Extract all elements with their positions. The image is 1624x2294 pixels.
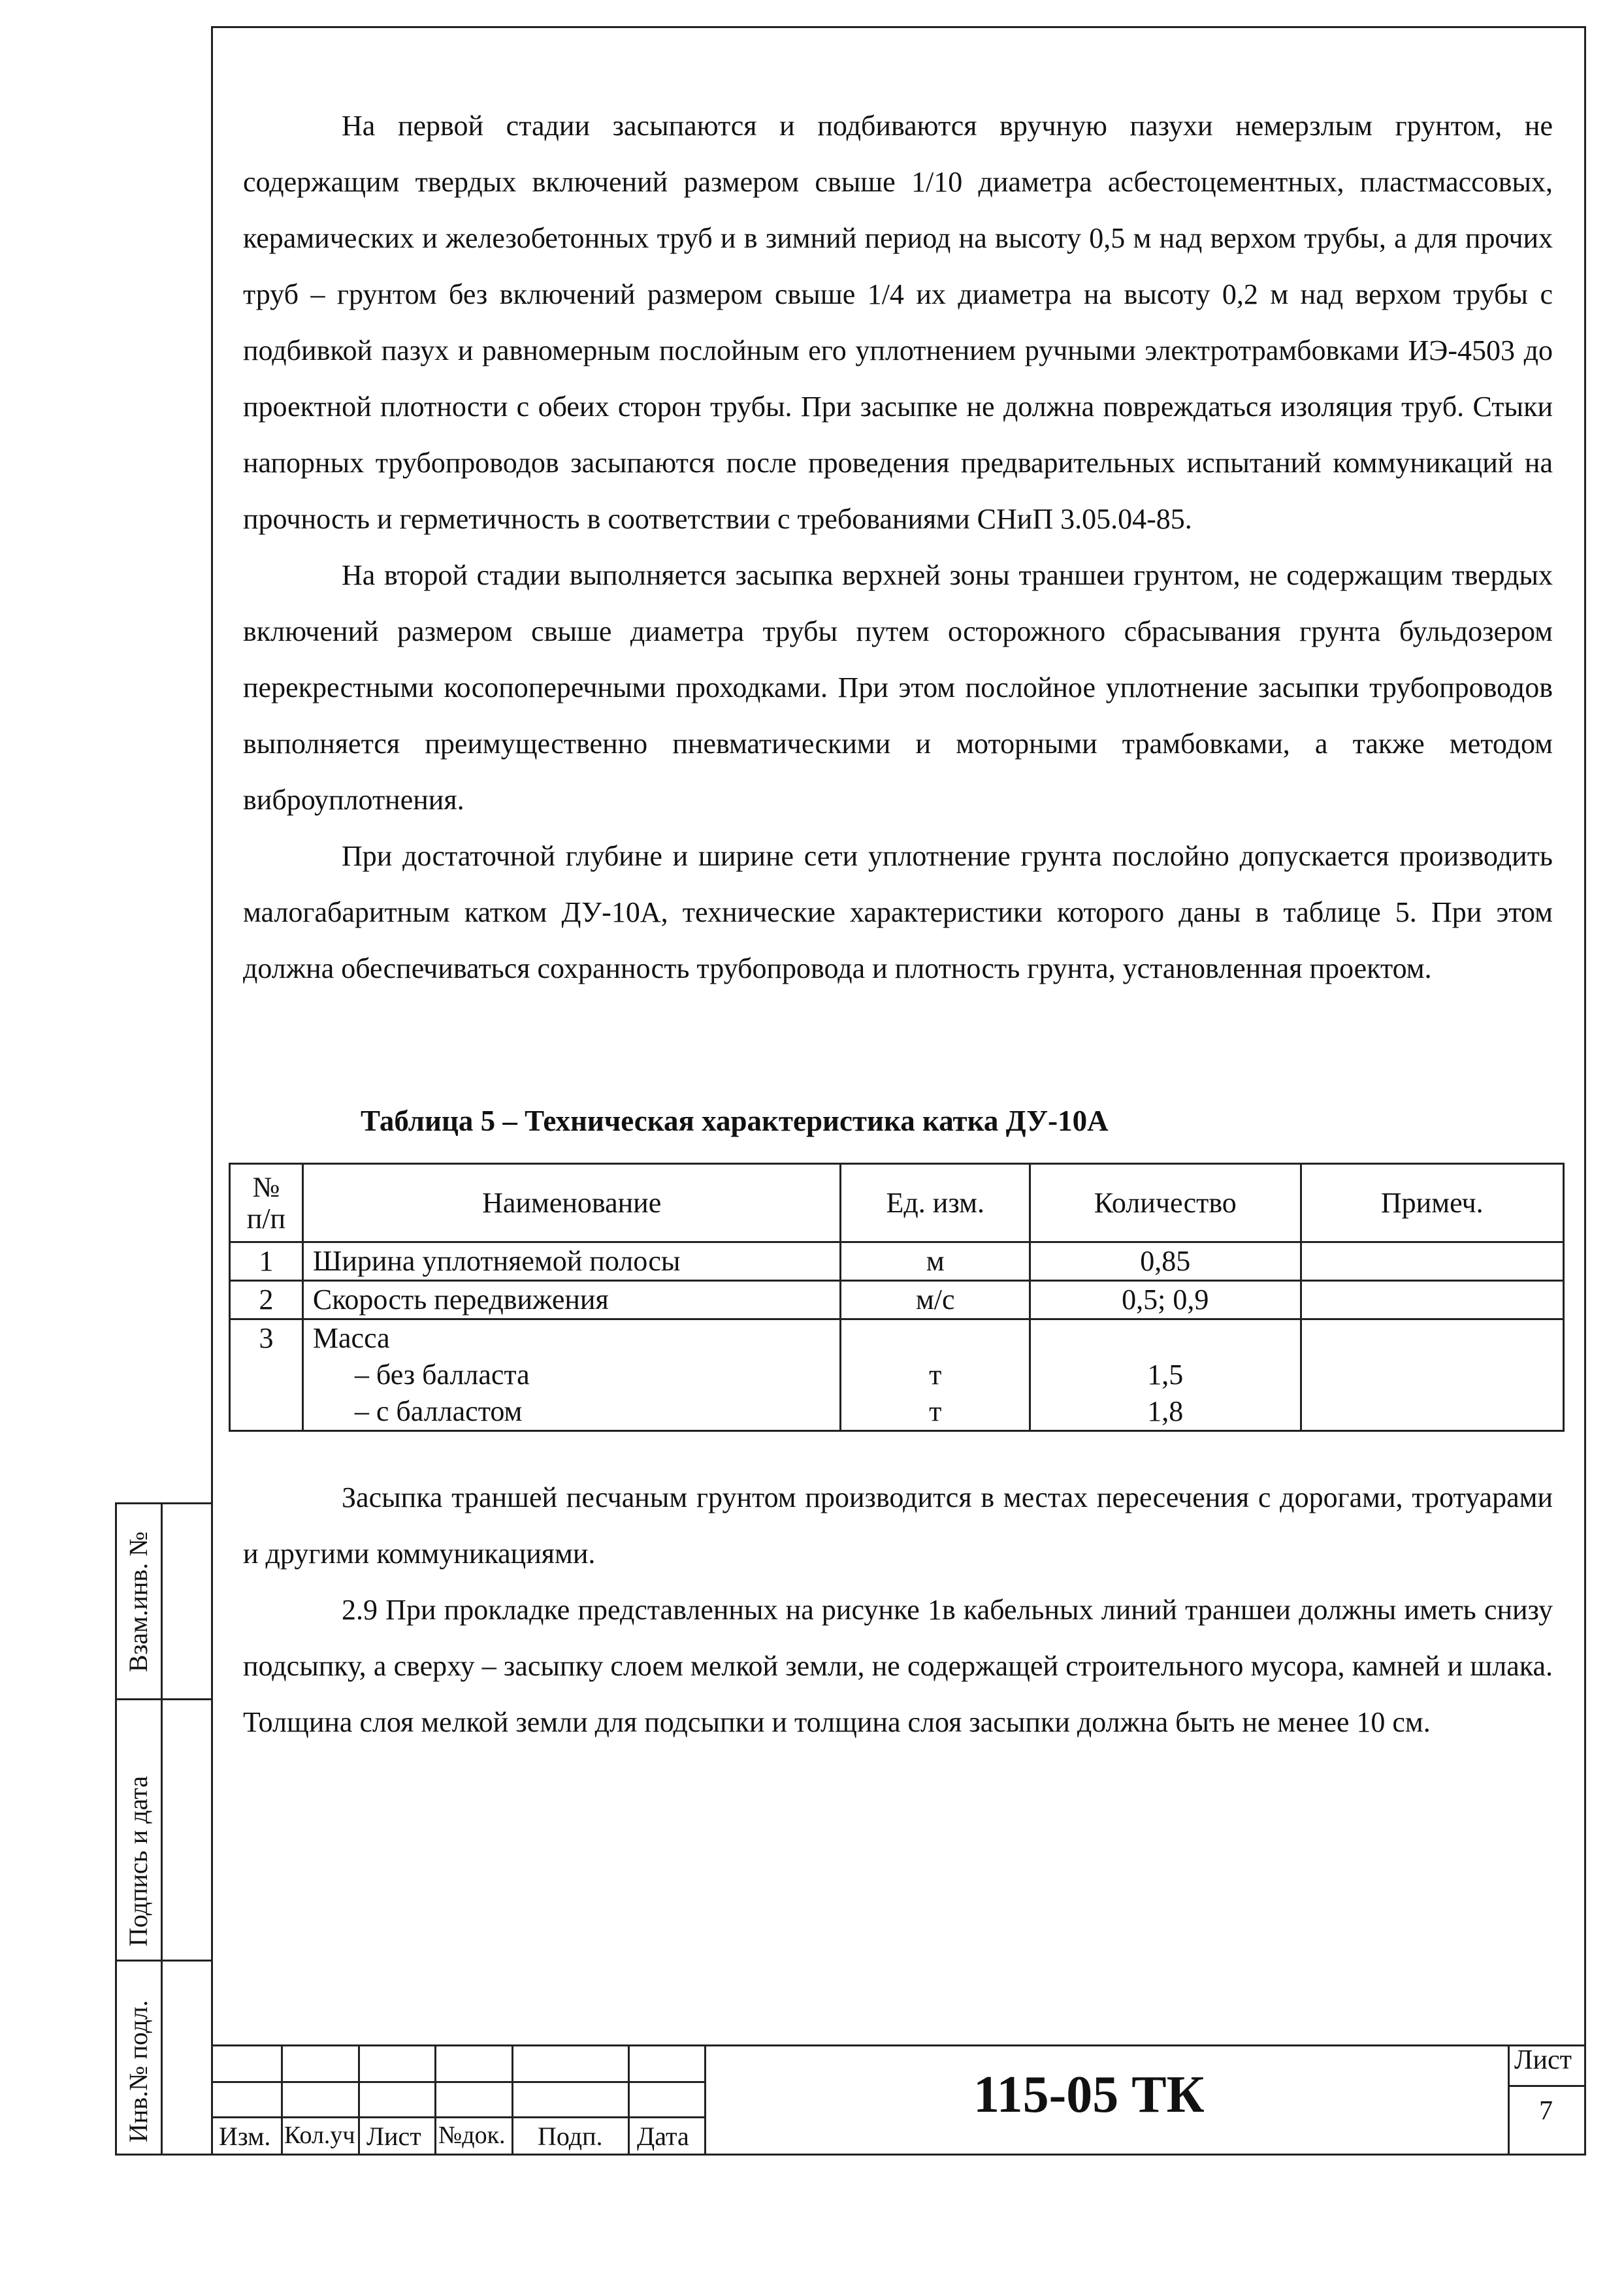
cell-qty [1030, 1319, 1301, 1431]
cell-num: 1 [230, 1242, 303, 1281]
cell-unit: м [841, 1242, 1030, 1281]
body-text-bottom [243, 1470, 1553, 1751]
cell-unit [841, 1319, 1030, 1431]
header-cell-unit: Ед. изм. [841, 1164, 1030, 1242]
cell-note [1301, 1242, 1563, 1281]
table-caption: Таблица 5 – Техническая характеристика катка ДУ-10А [361, 1105, 1109, 1137]
sheet-label: Лист [1514, 2045, 1572, 2075]
title-block-row-line [211, 2081, 704, 2083]
cell-name-line: Масса [312, 1322, 390, 1354]
header-cell-name: Наименование [302, 1164, 841, 1242]
cell-num-line: 3 [259, 1322, 274, 1354]
col-label-doc: №док. [438, 2122, 506, 2149]
cell-name-line: – с балластом [354, 1395, 523, 1427]
title-block-col-line [358, 2044, 360, 2156]
col-label-change: Изм. [219, 2122, 271, 2151]
title-block-col-line [628, 2044, 630, 2156]
stamp-replacement-inv: Взам.инв. № [123, 1531, 153, 1672]
title-block-row-line [1508, 2085, 1586, 2087]
table-row [230, 1281, 1564, 1319]
cell-name-line: – без балласта [354, 1359, 530, 1391]
header-cell-qty: Количество [1030, 1164, 1301, 1242]
cell-note [1301, 1281, 1563, 1319]
cell-qty-line: 1,5 [1147, 1359, 1184, 1391]
table-row-group [230, 1319, 1564, 1431]
cell-num: 2 [230, 1281, 303, 1319]
side-stamp-divider [115, 1960, 213, 1962]
side-stamp-divider [161, 1502, 163, 2156]
header-cell-num: № п/п [230, 1164, 303, 1242]
title-block-row-line [211, 2116, 704, 2118]
paragraph: На первой стадии засыпаются и подбиваются вручную пазухи немерзлым грунтом, не содержащим твердых включений размером свыше 1/10 диаметра асбестоцементных, пластмассовых, керамических и железобетонных труб и в зимний период на высоту 0,5 м над верхом трубы, а для прочих труб – грунтом без включений размером свыше 1/4 их диаметра на высоту 0,2 м над верхом трубы с подбивкой пазух и равномерным послойным его уплотнением ручными электротрамбовками ИЭ-4503 до проектной плотности с обеих сторон трубы. При засыпке не должна повреждаться изоляция труб. Стыки напорных трубопроводов засыпаются после проведения предварительных испытаний коммуникаций на прочность и герметичность в соответствии с требованиями СНиП 3.05.04-85. [243, 110, 1553, 535]
cell-name [302, 1319, 841, 1431]
cell-name: Ширина уплотняемой полосы [302, 1242, 841, 1281]
cell-note [1301, 1319, 1563, 1431]
stamp-inv-original: Инв.№ подл. [123, 2000, 153, 2142]
paragraph: Засыпка траншей песчаным грунтом производится в местах пересечения с дорогами, тротуарами и другими коммуникациями. [243, 1481, 1553, 1570]
paragraph: 2.9 При прокладке представленных на рисунке 1в кабельных линий траншеи должны иметь снизу подсыпку, а сверху – засыпку слоем мелкой земли, не содержащей строительного мусора, камней и шлака. Толщина слоя мелкой земли для подсыпки и толщина слоя засыпки должна быть не менее 10 см. [243, 1594, 1553, 1738]
title-block-col-line [512, 2044, 513, 2156]
cell-qty: 0,85 [1030, 1242, 1301, 1281]
body-text-top [243, 98, 1553, 997]
title-block-top-line [211, 2044, 1586, 2046]
title-block-col-line [1508, 2044, 1510, 2156]
cell-num [230, 1319, 303, 1431]
cell-qty-line [1040, 1320, 1291, 1357]
sheet-number: 7 [1539, 2096, 1553, 2126]
title-block [211, 2044, 1586, 2156]
document-code: 115-05 ТК [973, 2066, 1205, 2124]
table-header-row [230, 1164, 1564, 1242]
cell-unit: м/с [841, 1281, 1030, 1319]
cell-qty: 0,5; 0,9 [1030, 1281, 1301, 1319]
cell-unit-line: т [929, 1395, 942, 1427]
paragraph: На второй стадии выполняется засыпка верхней зоны траншеи грунтом, не содержащим твердых включений размером свыше диаметра трубы путем осторожного сбрасывания грунта бульдозером перекрестными косопоперечными проходками. При этом послойное уплотнение засыпки трубопроводов выполняется преимущественно пневматическими и моторными трамбовками, а также методом виброуплотнения. [243, 559, 1553, 816]
header-cell-note: Примеч. [1301, 1164, 1563, 1242]
table-row [230, 1242, 1564, 1281]
title-block-col-line [434, 2044, 436, 2156]
stamp-signature-date: Подпись и дата [123, 1775, 153, 1947]
cell-qty-line: 1,8 [1147, 1395, 1184, 1427]
cell-unit-line: т [929, 1359, 942, 1391]
col-label-sign: Подп. [538, 2122, 603, 2151]
col-label-count: Кол.уч [284, 2122, 355, 2149]
side-stamp [115, 1502, 213, 2156]
cell-name: Скорость передвижения [302, 1281, 841, 1319]
col-label-sheet: Лист [366, 2122, 421, 2151]
paragraph: При достаточной глубине и ширине сети уплотнение грунта послойно допускается производить малогабаритным катком ДУ-10А, технические характеристики которого даны в таблице 5. При этом должна обеспечиваться сохранность трубопровода и плотность грунта, установленная проектом. [243, 840, 1553, 984]
title-block-col-line [281, 2044, 283, 2156]
cell-unit-line [851, 1320, 1020, 1357]
side-stamp-divider [115, 1698, 213, 1700]
col-label-date: Дата [637, 2122, 689, 2151]
title-block-col-line [704, 2044, 706, 2156]
spec-table [229, 1163, 1565, 1432]
